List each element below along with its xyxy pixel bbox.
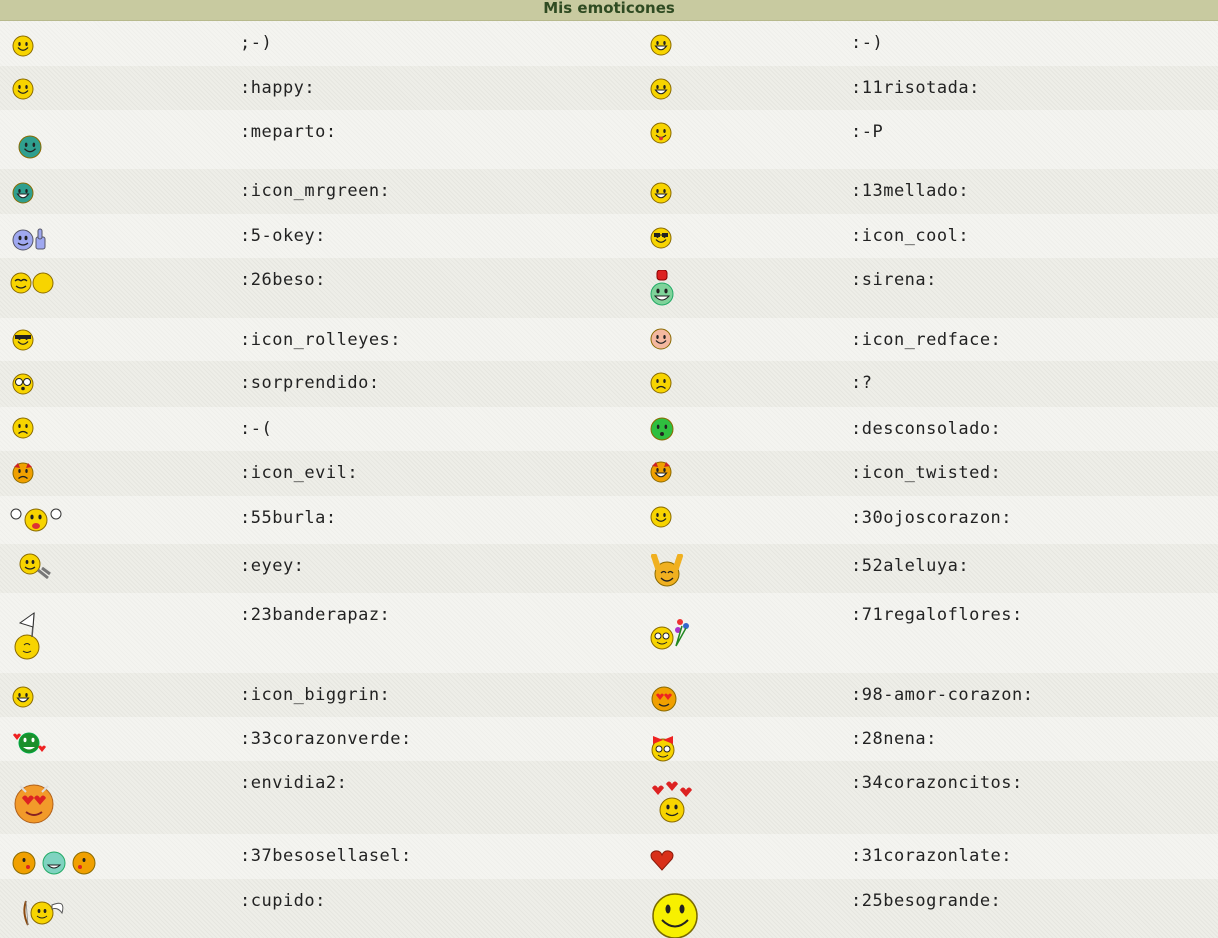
code-cell: [841, 214, 1218, 258]
icon-cell: [0, 407, 230, 451]
emoticon-code: :33corazonverde:: [240, 729, 412, 749]
toothless-smiley-icon[interactable]: [650, 182, 672, 204]
biggrin-smiley-icon[interactable]: [12, 686, 34, 708]
icon-cell: [636, 21, 841, 66]
emoticon-code: :icon_cool:: [851, 226, 970, 246]
emoticon-code: :5-okey:: [240, 226, 326, 246]
icon-cell: [0, 169, 230, 214]
emoticon-row: [0, 110, 1218, 169]
waving-smiley-icon[interactable]: [18, 552, 52, 580]
icon-cell: [636, 834, 841, 879]
emoticon-code: :30ojoscorazon:: [851, 508, 1013, 528]
code-cell: [230, 361, 636, 407]
wink-smiley-icon[interactable]: [12, 35, 34, 57]
code-cell: [841, 593, 1218, 673]
code-cell: [230, 451, 636, 496]
emoticon-code: :71regaloflores:: [851, 605, 1023, 625]
code-cell: [230, 21, 636, 66]
emoticon-row: [0, 318, 1218, 361]
emoticon-table: [0, 21, 1218, 936]
beating-heart-icon[interactable]: [650, 849, 674, 871]
code-cell: [230, 496, 636, 544]
emoticon-code: :26beso:: [240, 270, 326, 290]
icon-cell: [0, 258, 230, 318]
code-cell: [230, 834, 636, 879]
code-cell: [841, 761, 1218, 834]
emoticon-code: :55burla:: [240, 508, 337, 528]
icon-cell: [0, 496, 230, 544]
emoticon-code: :28nena:: [851, 729, 937, 749]
icon-cell: [0, 544, 230, 593]
emoticon-row: [0, 673, 1218, 717]
icon-cell: [636, 673, 841, 717]
emoticon-code: :icon_twisted:: [851, 463, 1002, 483]
mrgreen-smiley-icon[interactable]: [12, 182, 34, 204]
crying-green-smiley-icon[interactable]: [650, 417, 674, 441]
emoticon-code: :icon_rolleyes:: [240, 330, 402, 350]
icon-cell: [636, 407, 841, 451]
code-cell: [230, 214, 636, 258]
code-cell: [230, 879, 636, 936]
peace-flag-smiley-icon[interactable]: [12, 611, 46, 661]
kiss-trio-smiley-icon[interactable]: [12, 850, 96, 876]
emoticon-code: :envidia2:: [240, 773, 348, 793]
emoticon-code: :eyey:: [240, 556, 305, 576]
emoticon-code: :-(: [240, 419, 273, 439]
icon-cell: [636, 214, 841, 258]
code-cell: [841, 66, 1218, 110]
code-cell: [230, 407, 636, 451]
emoticon-row: [0, 879, 1218, 936]
code-cell: [230, 761, 636, 834]
teal-smiley-icon[interactable]: [18, 135, 42, 159]
emoticon-code: :happy:: [240, 78, 316, 98]
emoticon-row: [0, 407, 1218, 451]
code-cell: [841, 361, 1218, 407]
icon-cell: [0, 717, 230, 761]
emoticon-row: [0, 21, 1218, 66]
emoticon-row: [0, 361, 1218, 407]
code-cell: [841, 717, 1218, 761]
emoticon-code: :13mellado:: [851, 181, 970, 201]
code-cell: [841, 169, 1218, 214]
thumbs-up-smiley-icon[interactable]: [12, 227, 48, 253]
emoticon-row: [0, 169, 1218, 214]
icon-cell: [0, 361, 230, 407]
happy-smiley-icon[interactable]: [12, 78, 34, 100]
emoticon-code: :sorprendido:: [240, 373, 380, 393]
rolleyes-smiley-icon[interactable]: [12, 329, 34, 351]
tongue-smiley-icon[interactable]: [650, 122, 672, 144]
emoticon-row: [0, 258, 1218, 318]
code-cell: [230, 717, 636, 761]
icon-cell: [0, 451, 230, 496]
emoticon-code: :?: [851, 373, 873, 393]
icon-cell: [636, 717, 841, 761]
icon-cell: [636, 451, 841, 496]
icon-cell: [0, 21, 230, 66]
love-heart-eyes-icon[interactable]: [650, 686, 678, 712]
girl-bow-smiley-icon[interactable]: [650, 732, 676, 762]
code-cell: [841, 496, 1218, 544]
confused-smiley-icon[interactable]: [650, 372, 672, 394]
icon-cell: [0, 318, 230, 361]
code-cell: [230, 673, 636, 717]
icon-cell: [0, 834, 230, 879]
cupid-smiley-icon[interactable]: [20, 895, 68, 931]
code-cell: [230, 544, 636, 593]
emoticon-code: :25besogrande:: [851, 891, 1002, 911]
icon-cell: [636, 258, 841, 318]
code-cell: [841, 258, 1218, 318]
emoticon-code: :52aleluya:: [851, 556, 970, 576]
code-cell: [230, 258, 636, 318]
emoticon-code: :cupido:: [240, 891, 326, 911]
siren-smiley-icon[interactable]: [650, 270, 674, 306]
icon-cell: [0, 761, 230, 834]
icon-cell: [0, 110, 230, 169]
code-cell: [230, 66, 636, 110]
hallelujah-smiley-icon[interactable]: [650, 554, 684, 590]
code-cell: [230, 169, 636, 214]
emoticon-code: :meparto:: [240, 122, 337, 142]
envy-heart-eyes-icon[interactable]: [14, 780, 54, 826]
emoticon-row: [0, 717, 1218, 761]
emoticon-row: [0, 761, 1218, 834]
code-cell: [230, 110, 636, 169]
code-cell: [230, 318, 636, 361]
emoticon-code: :sirena:: [851, 270, 937, 290]
code-cell: [841, 834, 1218, 879]
cool-sunglasses-icon[interactable]: [650, 227, 672, 249]
icon-cell: [636, 318, 841, 361]
code-cell: [841, 451, 1218, 496]
emoticon-code: :icon_biggrin:: [240, 685, 391, 705]
emoticon-code: :23banderapaz:: [240, 605, 391, 625]
emoticon-row: [0, 593, 1218, 673]
twisted-smiley-icon[interactable]: [650, 461, 672, 483]
emoticon-code: :desconsolado:: [851, 419, 1002, 439]
icon-cell: [636, 496, 841, 544]
emoticon-code: :icon_mrgreen:: [240, 181, 391, 201]
icon-cell: [636, 544, 841, 593]
mocking-smiley-icon[interactable]: [10, 506, 62, 532]
emoticon-code: :34corazoncitos:: [851, 773, 1023, 793]
code-cell: [841, 407, 1218, 451]
icon-cell: [636, 879, 841, 936]
emoticon-row: [0, 214, 1218, 258]
little-hearts-smiley-icon[interactable]: [650, 780, 694, 826]
emoticon-row: [0, 834, 1218, 879]
emoticon-code: :-P: [851, 122, 884, 142]
icon-cell: [636, 66, 841, 110]
emoticon-row: [0, 496, 1218, 544]
icon-cell: [0, 214, 230, 258]
code-cell: [841, 110, 1218, 169]
code-cell: [230, 593, 636, 673]
emoticon-row: [0, 451, 1218, 496]
grin-smiley-icon[interactable]: [650, 34, 672, 56]
emoticon-code: :98-amor-corazon:: [851, 685, 1034, 705]
sad-smiley-icon[interactable]: [12, 417, 34, 439]
icon-cell: [0, 66, 230, 110]
big-kiss-smiley-icon[interactable]: [650, 893, 700, 938]
emoticon-code: :31corazonlate:: [851, 846, 1013, 866]
code-cell: [841, 21, 1218, 66]
redface-smiley-icon[interactable]: [650, 328, 672, 350]
emoticon-code: ;-): [240, 33, 273, 53]
code-cell: [841, 544, 1218, 593]
emoticon-code: :-): [851, 33, 884, 53]
code-cell: [841, 673, 1218, 717]
panel-title: Mis emoticones: [0, 0, 1218, 21]
laughing-smiley-icon[interactable]: [650, 78, 672, 100]
green-hearts-smiley-icon[interactable]: [12, 731, 46, 755]
icon-cell: [0, 593, 230, 673]
emoticon-row: [0, 544, 1218, 593]
emoticon-code: :37besosellasel:: [240, 846, 412, 866]
emoticon-code: :11risotada:: [851, 78, 980, 98]
emoticon-code: :icon_evil:: [240, 463, 359, 483]
evil-smiley-icon[interactable]: [12, 462, 34, 484]
kiss-smiley-icon[interactable]: [10, 272, 56, 294]
code-cell: [841, 879, 1218, 936]
icon-cell: [636, 361, 841, 407]
icon-cell: [0, 673, 230, 717]
flowers-gift-smiley-icon[interactable]: [650, 616, 692, 650]
heart-eyes-smiley-icon[interactable]: [650, 506, 672, 528]
icon-cell: [636, 761, 841, 834]
icon-cell: [636, 593, 841, 673]
icon-cell: [636, 110, 841, 169]
emoticon-row: [0, 66, 1218, 110]
icon-cell: [0, 879, 230, 936]
surprised-smiley-icon[interactable]: [12, 373, 34, 395]
code-cell: [841, 318, 1218, 361]
icon-cell: [636, 169, 841, 214]
emoticon-code: :icon_redface:: [851, 330, 1002, 350]
